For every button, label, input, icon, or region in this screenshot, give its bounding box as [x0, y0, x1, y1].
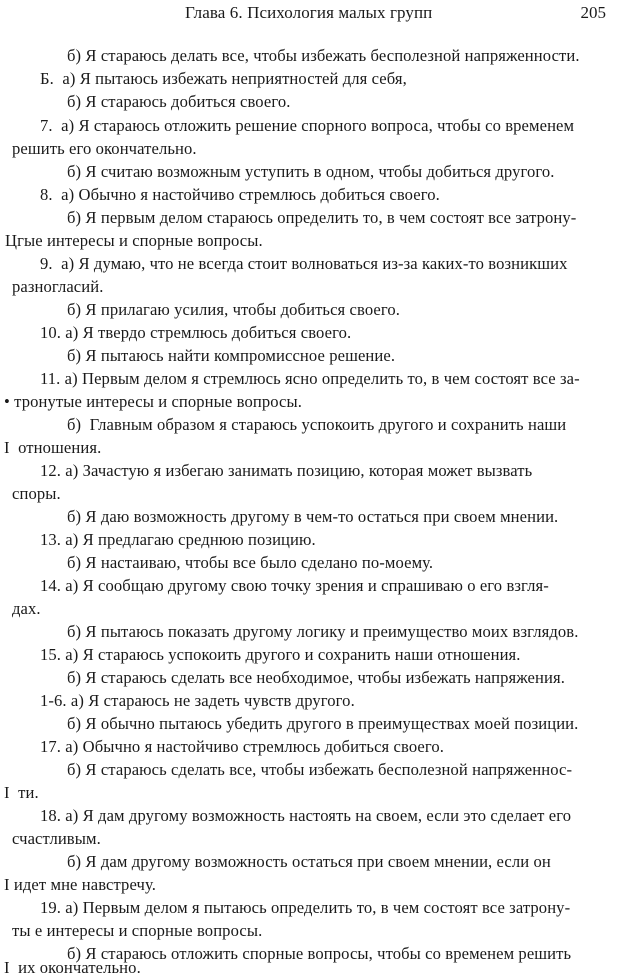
- text-line: I ти.: [4, 783, 39, 802]
- text-line: 11. а) Первым делом я стремлюсь ясно определить то, в чем состоят все за-: [40, 369, 580, 388]
- header-title: Глава 6. Психология малых групп: [185, 3, 433, 22]
- text-line: 12. а) Зачастую я избегаю занимать позицию, которая может вызвать: [40, 461, 533, 480]
- text-line: 15. а) Я стараюсь успокоить другого и сохранить наши отношения.: [40, 645, 521, 664]
- text-line: I идет мне навстречу.: [4, 875, 156, 894]
- text-line: 19. а) Первым делом я пытаюсь определить то, в чем состоят все затрону-: [40, 898, 571, 917]
- text-line: 14. а) Я сообщаю другому свою точку зрения и спрашиваю о его взгля-: [40, 576, 549, 595]
- text-line: решить его окончательно.: [12, 139, 197, 158]
- text-line: I их окончательно.: [4, 958, 141, 977]
- text-line: б) Я даю возможность другому в чем-то остаться при своем мнении.: [67, 507, 559, 526]
- text-line: б) Я стараюсь сделать все необходимое, чтобы избежать напряжения.: [67, 668, 565, 687]
- text-line: 18. а) Я дам другому возможность настоять на своем, если это сделает его: [40, 806, 572, 825]
- page-number: 205: [580, 3, 606, 22]
- text-line: б) Я стараюсь добиться своего.: [67, 92, 291, 111]
- text-line: Б. а) Я пытаюсь избежать неприятностей для себя,: [40, 69, 407, 88]
- text-line: разногласий.: [12, 277, 104, 296]
- text-line: б) Я стараюсь сделать все, чтобы избежать бесполезной напряженнос-: [67, 760, 573, 779]
- text-line: 7. а) Я стараюсь отложить решение спорного вопроса, чтобы со временем: [40, 116, 575, 135]
- text-line: 10. а) Я твердо стремлюсь добиться своего.: [40, 323, 352, 342]
- text-line: • тронутые интересы и спорные вопросы.: [4, 392, 302, 411]
- text-line: б) Я прилагаю усилия, чтобы добиться своего.: [67, 300, 401, 319]
- text-line: б) Я стараюсь делать все, чтобы избежать бесполезной напряженности.: [67, 46, 580, 65]
- text-line: б) Главным образом я стараюсь успокоить другого и сохранить наши: [67, 415, 567, 434]
- text-line: 13. а) Я предлагаю среднюю позицию.: [40, 530, 316, 549]
- text-line: Цгые интересы и спорные вопросы.: [5, 231, 263, 250]
- text-line: счастливым.: [12, 829, 101, 848]
- text-line: 17. а) Обычно я настойчиво стремлюсь добиться своего.: [40, 737, 445, 756]
- text-line: 9. а) Я думаю, что не всегда стоит волноваться из-за каких-то возникших: [40, 254, 568, 273]
- text-line: 1-6. а) Я стараюсь не задеть чувств другого.: [40, 691, 355, 710]
- text-line: б) Я стараюсь отложить спорные вопросы, чтобы со временем решить: [67, 944, 572, 963]
- text-line: 8. а) Обычно я настойчиво стремлюсь добиться своего.: [40, 185, 440, 204]
- text-line: б) Я первым делом стараюсь определить то, в чем состоят все затрону-: [67, 208, 577, 227]
- text-line: ты е интересы и спорные вопросы.: [12, 921, 263, 940]
- running-header: [0, 3, 620, 25]
- text-line: б) Я считаю возможным уступить в одном, чтобы добиться другого.: [67, 162, 555, 181]
- text-line: б) Я обычно пытаюсь убедить другого в преимуществах моей позиции.: [67, 714, 579, 733]
- text-line: б) Я дам другому возможность остаться при своем мнении, если он: [67, 852, 551, 871]
- text-line: дах.: [12, 599, 41, 618]
- text-line: споры.: [12, 484, 61, 503]
- text-line: б) Я настаиваю, чтобы все было сделано по-моему.: [67, 553, 434, 572]
- text-line: б) Я пытаюсь найти компромиссное решение.: [67, 346, 396, 365]
- text-line: I отношения.: [4, 438, 102, 457]
- text-line: б) Я пытаюсь показать другому логику и преимущество моих взглядов.: [67, 622, 579, 641]
